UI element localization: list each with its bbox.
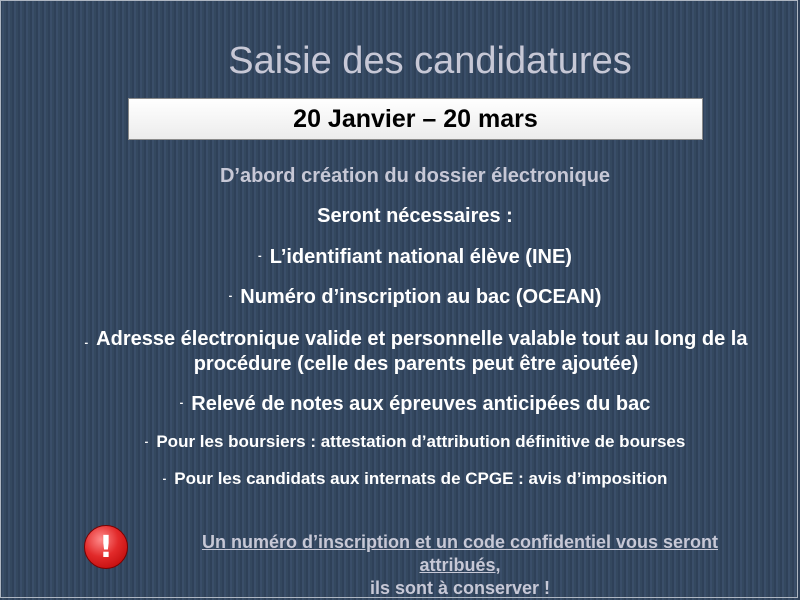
bullet-text: Relevé de notes aux épreuves anticipées du bac [191, 393, 651, 415]
notice-line-1: Un numéro d’inscription et un code confidentiel vous seront attribués, [201, 532, 719, 575]
bullet-text: Pour les candidats aux internats de CPGE : avis d’imposition [174, 469, 668, 488]
bullet-ine [0, 246, 800, 269]
slide-title: Saisie des candidatures [228, 40, 632, 82]
requirements-heading: Seront nécessaires : [317, 205, 513, 227]
bullet-mark: - [144, 436, 149, 448]
bullet-text: L’identifiant national élève (INE) [269, 246, 572, 268]
bullet-mark: - [84, 337, 89, 349]
date-range: 20 Janvier – 20 mars [293, 104, 538, 133]
subtitle: D’abord création du dossier électronique [219, 165, 611, 187]
bullet-notes [0, 393, 800, 416]
bullet-internats [0, 469, 800, 489]
bullet-mark: - [258, 250, 262, 262]
bullet-mark: - [162, 473, 167, 485]
confidential-code-notice [165, 531, 755, 600]
exclamation-circle-icon: ! [84, 525, 128, 569]
bullet-bourses [0, 432, 800, 452]
bullet-ocean [0, 286, 800, 309]
bullet-mark: - [228, 290, 233, 302]
bullet-text: Pour les boursiers : attestation d’attribution définitive de bourses [156, 432, 686, 451]
bullet-text: Numéro d’inscription au bac (OCEAN) [240, 286, 602, 308]
bullet-text: Adresse électronique valide et personnelle valable tout au long de la procédure (celle des parents peut être ajoutée) [96, 328, 748, 375]
bullet-mark: - [179, 397, 184, 409]
bullet-email [36, 327, 796, 377]
notice-line-2: ils sont à conserver ! [369, 578, 551, 598]
date-range-box [128, 98, 703, 140]
